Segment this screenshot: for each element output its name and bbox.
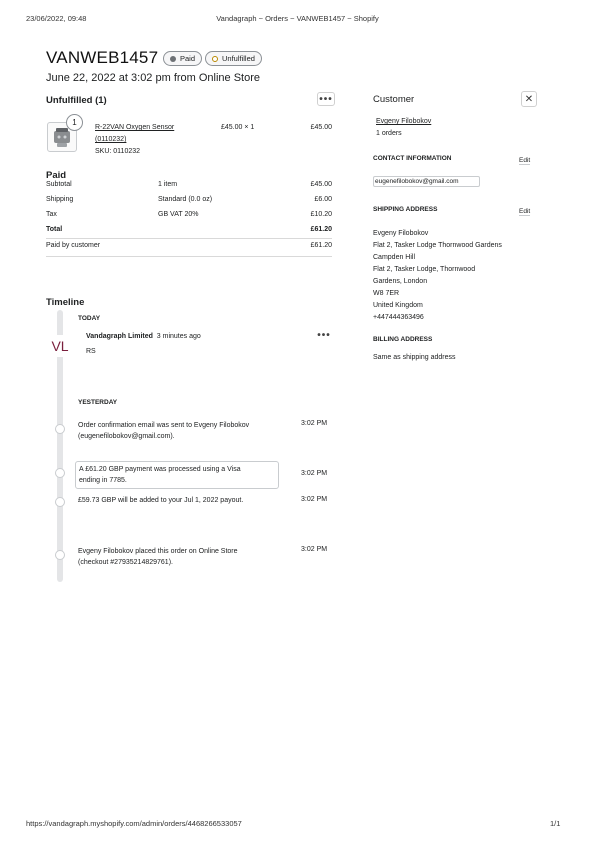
- shipping-address-heading: SHIPPING ADDRESS: [373, 206, 438, 213]
- order-title: VANWEB1457: [46, 48, 159, 67]
- quantity-badge: 1: [66, 114, 83, 131]
- unfulfilled-badge-label: Unfulfilled: [222, 54, 255, 63]
- more-horizontal-icon: •••: [319, 93, 333, 105]
- address-line: Flat 2, Tasker Lodge Thornwood Gardens: [373, 242, 502, 249]
- timeline-event-email[interactable]: [78, 420, 249, 442]
- address-line: W8 7ER: [373, 290, 400, 297]
- product-line-total: £45.00: [310, 124, 332, 131]
- timeline-event-placed[interactable]: [78, 546, 238, 568]
- timeline-heading: Timeline: [46, 297, 85, 308]
- event-line: Evgeny Filobokov placed this order on Online Store: [78, 548, 238, 555]
- event-line: Order confirmation email was sent to Evgeny Filobokov: [78, 422, 250, 429]
- paid-by-customer-label: Paid by customer: [46, 242, 101, 249]
- print-datetime: 23/06/2022, 09:48: [26, 14, 87, 23]
- customer-heading: Customer: [373, 94, 415, 105]
- event-line: A £61.20 GBP payment was processed using a Visa: [79, 466, 241, 473]
- subtotal-label: Subtotal: [46, 181, 72, 188]
- today-label: TODAY: [78, 315, 101, 322]
- comment-more-button[interactable]: [315, 328, 333, 342]
- paid-badge: [163, 51, 202, 66]
- comment-time: 3 minutes ago: [156, 333, 201, 340]
- comment-author: Vandagraph Limited: [86, 333, 153, 340]
- shipping-amount: £6.00: [314, 196, 332, 203]
- timeline-dot: [55, 550, 65, 560]
- customer-name-link[interactable]: Evgeny Filobokov: [376, 118, 432, 125]
- paid-badge-label: Paid: [180, 54, 196, 63]
- paid-by-customer-amount: £61.20: [310, 242, 332, 249]
- avatar: VL: [44, 335, 76, 357]
- unfulfilled-badge: [205, 51, 262, 66]
- event-time: 3:02 PM: [301, 496, 328, 503]
- event-time: 3:02 PM: [301, 470, 328, 477]
- subtotal-desc: 1 item: [158, 181, 178, 188]
- event-time: 3:02 PM: [301, 546, 328, 553]
- customer-email[interactable]: eugenefilobokov@gmail.com: [373, 176, 480, 187]
- event-line: ending in 7785.: [79, 477, 127, 484]
- address-line: Campden Hill: [373, 254, 416, 261]
- paid-divider: [46, 238, 332, 239]
- close-icon[interactable]: ✕: [521, 91, 537, 107]
- billing-address-value: Same as shipping address: [373, 354, 456, 361]
- unfulfilled-dot-icon: [212, 56, 218, 62]
- print-page-title: Vandagraph ~ Orders ~ VANWEB1457 ~ Shopify: [216, 14, 379, 23]
- contact-edit-button[interactable]: Edit: [519, 157, 531, 164]
- paid-dot-icon: [170, 56, 176, 62]
- order-subtitle: June 22, 2022 at 3:02 pm from Online Store: [46, 72, 261, 84]
- event-line: (eugenefilobokov@gmail.com).: [78, 433, 175, 440]
- product-quantity: 1: [250, 124, 255, 131]
- product-unit-line: [221, 124, 254, 131]
- customer-orders-count: 1 orders: [376, 130, 402, 137]
- comment-body: RS: [86, 348, 96, 355]
- unfulfilled-heading: Unfulfilled (1): [46, 95, 107, 106]
- total-label: Total: [46, 226, 63, 233]
- paid-bottom-divider: [46, 256, 332, 257]
- product-unit-price: £45.00: [221, 124, 243, 131]
- yesterday-label: YESTERDAY: [78, 399, 118, 406]
- billing-address-heading: BILLING ADDRESS: [373, 336, 433, 343]
- comment-meta: [86, 333, 201, 340]
- shipping-label: Shipping: [46, 196, 74, 203]
- tax-amount: £10.20: [310, 211, 332, 218]
- timeline-event-payout[interactable]: [78, 497, 243, 504]
- address-line: Flat 2, Tasker Lodge, Thornwood: [373, 266, 476, 273]
- unfulfilled-more-button[interactable]: [317, 92, 335, 106]
- address-line: United Kingdom: [373, 302, 423, 309]
- timeline-dot: [55, 497, 65, 507]
- print-url: https://vandagraph.myshopify.com/admin/orders/4468266533057: [26, 819, 242, 828]
- subtotal-amount: £45.00: [310, 181, 332, 188]
- shipping-desc: Standard (0.0 oz): [158, 196, 213, 203]
- address-line: Evgeny Filobokov: [373, 230, 429, 237]
- timeline-dot: [55, 468, 65, 478]
- event-time: 3:02 PM: [301, 420, 328, 427]
- tax-label: Tax: [46, 211, 57, 218]
- product-code-link[interactable]: (0110232): [95, 136, 127, 143]
- timeline-event-payment[interactable]: [75, 461, 279, 489]
- shipping-edit-button[interactable]: Edit: [519, 208, 531, 215]
- tax-desc: GB VAT 20%: [158, 211, 199, 218]
- address-line: +447444363496: [373, 314, 424, 321]
- total-amount: £61.20: [310, 226, 332, 233]
- paid-heading: Paid: [46, 170, 67, 181]
- event-line: (checkout #27935214829761).: [78, 559, 173, 566]
- event-line: £59.73 GBP will be added to your Jul 1, 2022 payout.: [78, 497, 244, 504]
- product-name-link[interactable]: R-22VAN Oxygen Sensor: [95, 124, 175, 131]
- address-line: Gardens, London: [373, 278, 428, 285]
- times-glyph: ×: [244, 124, 249, 131]
- timeline-dot: [55, 424, 65, 434]
- more-horizontal-icon: •••: [317, 329, 331, 341]
- shipping-address-block: [373, 228, 502, 324]
- product-sku: SKU: 0110232: [95, 148, 141, 155]
- contact-info-heading: CONTACT INFORMATION: [373, 155, 452, 162]
- print-page-number: 1/1: [550, 819, 561, 828]
